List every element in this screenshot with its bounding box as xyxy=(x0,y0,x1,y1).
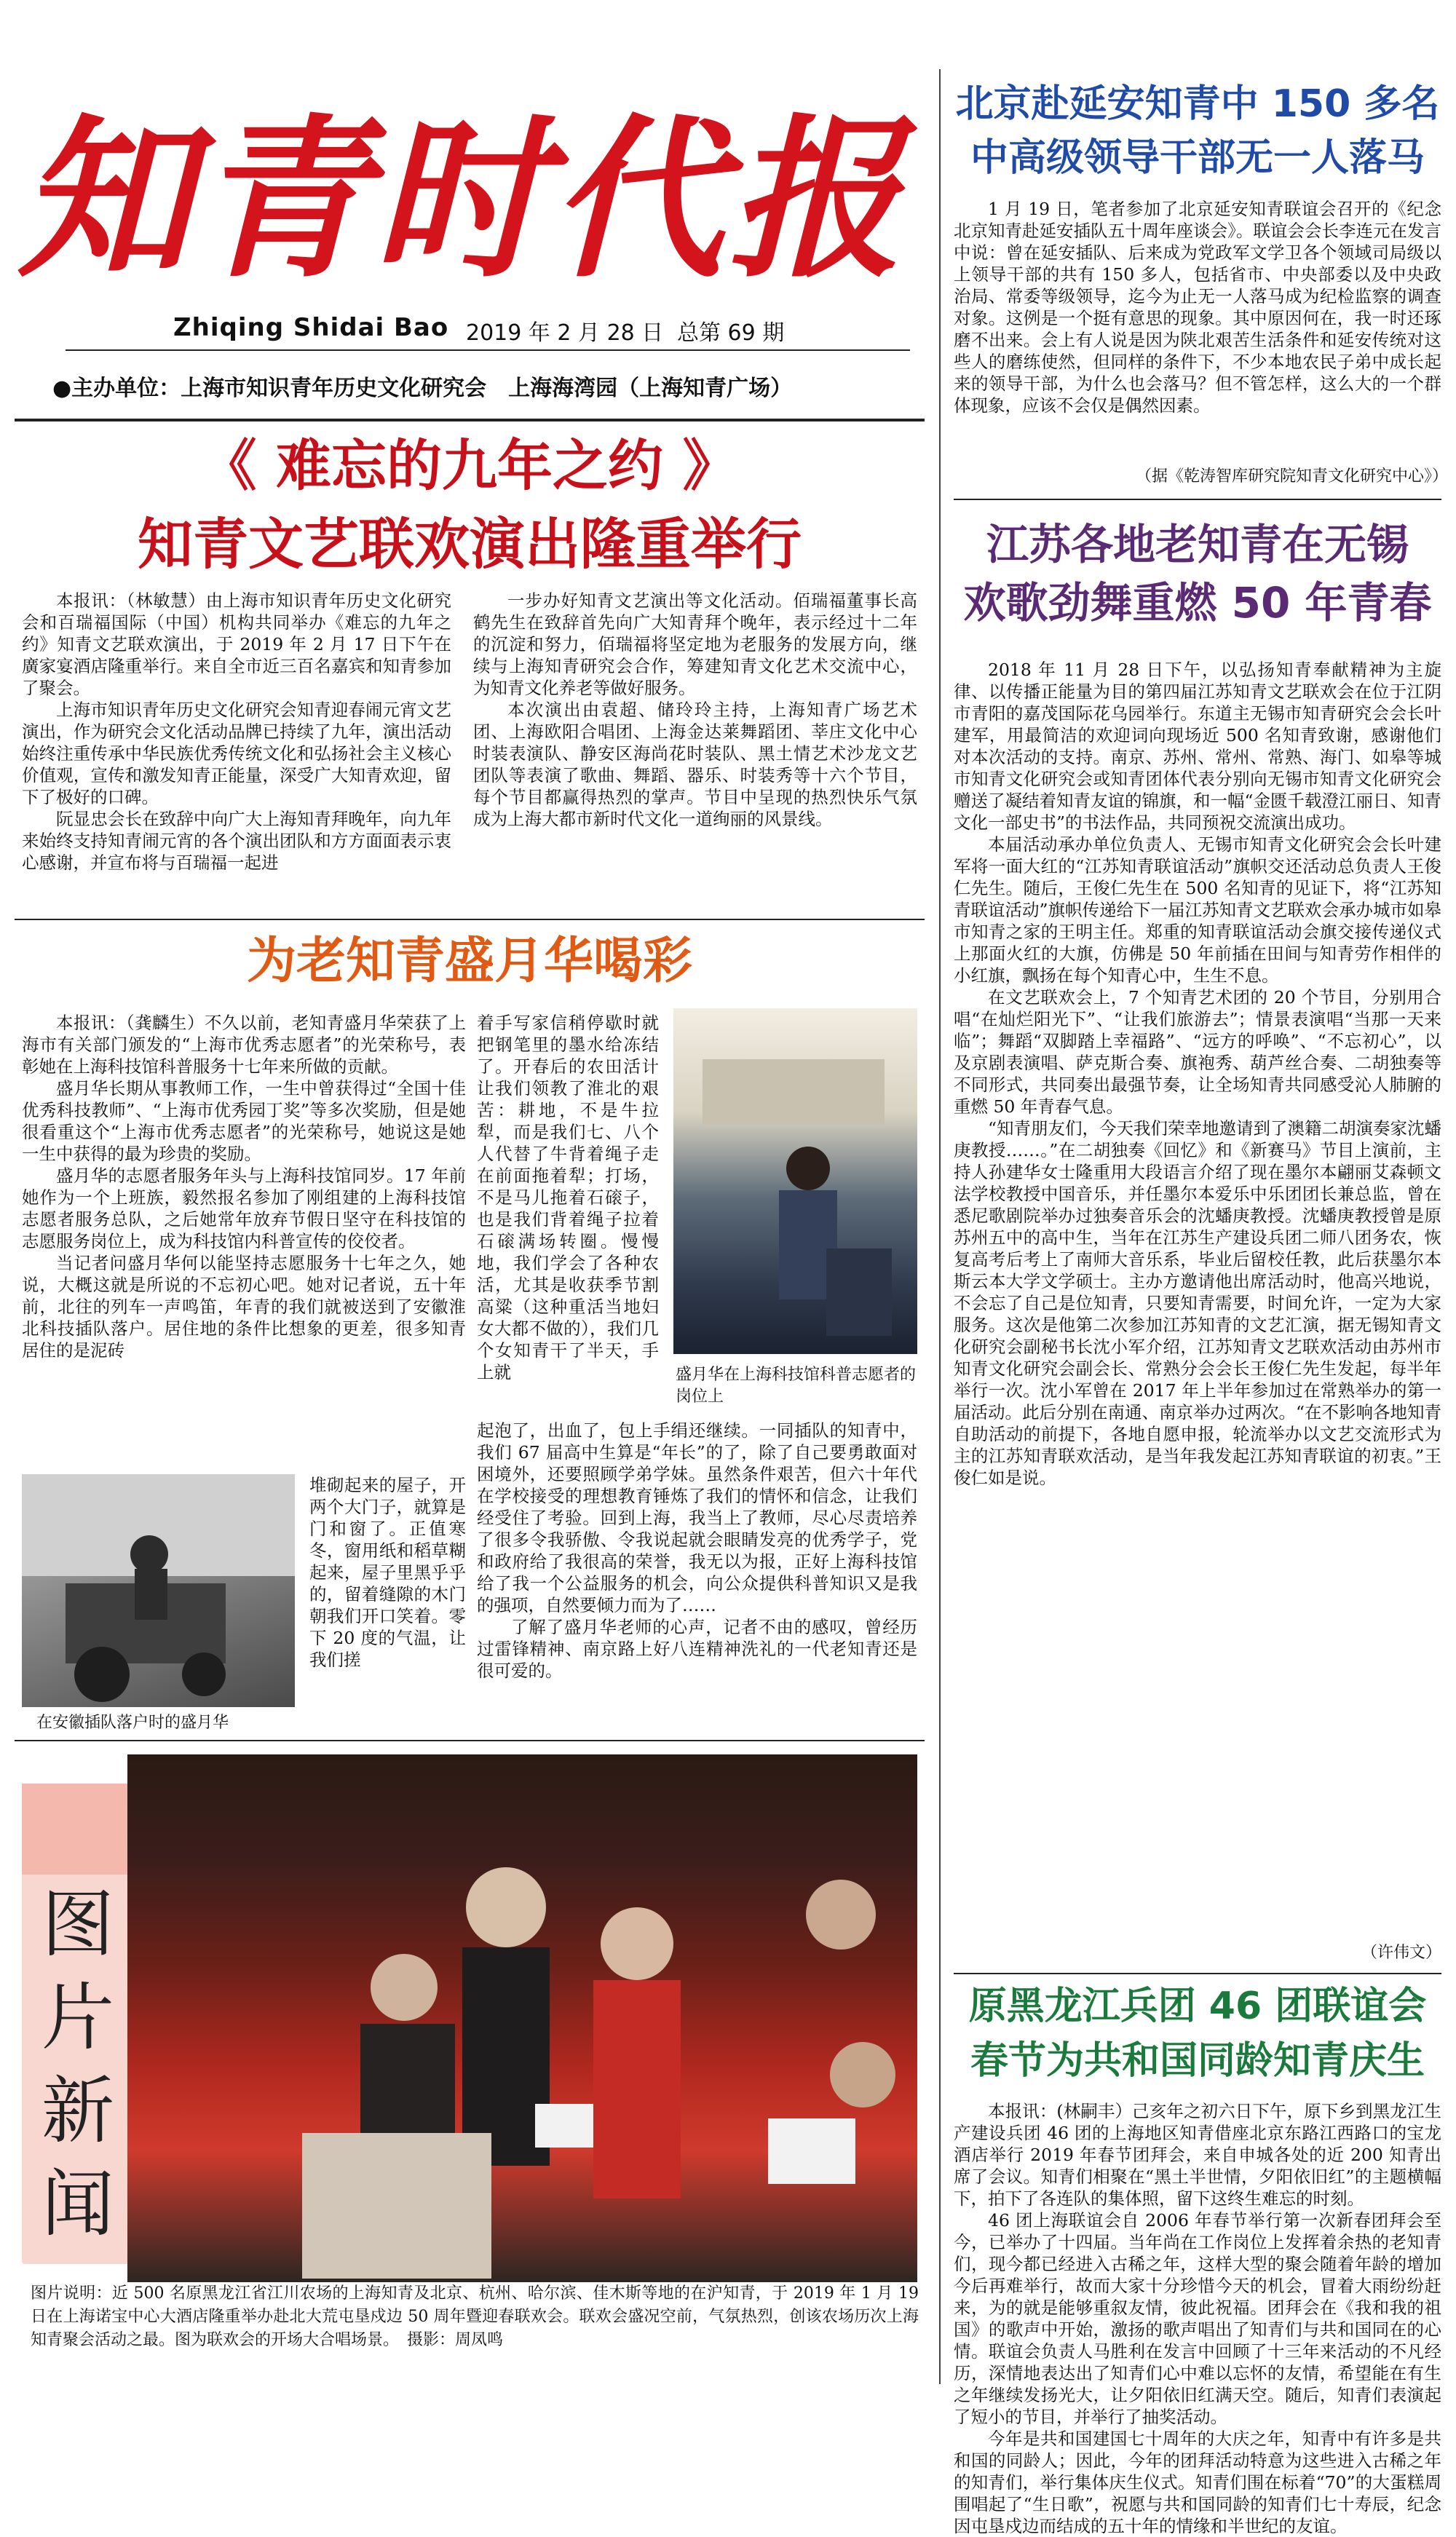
article2-column-2-top: 着手写家信稍停歇时就把钢笔里的墨水给冻结了。开春后的农田活计让我们领教了淮北的艰苦：耕地，不是牛拉犁，而是我们七、八个人代替了牛背着绳子走在前面拖着犁；打场，不是马儿拖着石磙子，也是我们背着绳子拉着石磙满场转圈。慢慢地，我们学会了各种农活，尤其是收获季节割高粱（这种重活当地妇女大都不做的），我们几个女知青干了半天，手上就 xyxy=(477,1013,659,1382)
article4-body xyxy=(954,659,1441,1936)
masthead-bottom-rule xyxy=(15,419,925,421)
paragraph: 今年是共和国建国七十周年的大庆之年，知青中有许多是共和国的同龄人；因此，今年的团拜活动特意为这些进入古稀之年的知青们，举行集体庆生仪式。知青们围在标着“70”的大蛋糕周围唱起了“生日歌”，祝愿与共和国同龄的知青们七十寿辰，纪念因屯垦戍边而结成的五十年的情缘和半世纪的友谊。 xyxy=(954,2429,1441,2536)
article5-title-line1: 原黑龙江兵团 46 团联谊会 xyxy=(968,1984,1427,2028)
paragraph: 上海市知识青年历史文化研究会知青迎春闹元宵文艺演出，作为研究会文化活动品牌已持续了九年，演出活动始终注重传承中华民族优秀传统文化和弘扬社会主义核心价值观，宣传和激发知青正能量，深受广大知青欢迎，留下了极好的口碑。 xyxy=(22,700,451,807)
article1-column-1 xyxy=(22,590,451,895)
paragraph: 本报讯：（龚麟生）不久以前，老知青盛月华荣获了上海市有关部门颁发的“上海市优秀志愿者”的光荣称号，表彰她在上海科技馆科普服务十七年来所做的贡献。 xyxy=(22,1013,466,1077)
tractor-photo-icon xyxy=(22,1474,295,1707)
article1-subtitle: 知青文艺联欢演出隆重举行 xyxy=(138,512,802,577)
section-rule xyxy=(15,919,925,920)
paragraph: 2018 年 11 月 28 日下午，以弘扬知青奉献精神为主旋律、以传播正能量为目的第四届江苏知青文艺联欢会在位于江阴市青阳的嘉茂国际花乌园举行。东道主无锡市知青研究会会长叶建军，用最简洁的欢迎词向现场近 500 名知青致谢，感谢他们对本次活动的支持。南京、苏州、常州、常熟、海门、如皋等城市知青文化研究会或知青团体代表分别向无锡市知青文化研究会赠送了凝结着知青友谊的锦旗，和一幅“金匮千载澄江丽日、知青文化一部史书”的书法作品，共同预祝交流演出成功。 xyxy=(954,660,1442,833)
photo-news-caption: 图片说明：近 500 名原黑龙江省江川农场的上海知青及北京、杭州、哈尔滨、佳木斯等地的在沪知青，于 2019 年 1 月 19 日在上海诺宝中心大酒店隆重举办赴北大荒屯垦戍边 50 周年暨迎春联欢会。联欢会盛况空前，气氛热烈，创该农场历次上海知青聚会活动之最。图为联欢会的开场大合唱场景。 摄影：周凤鸣 xyxy=(31,2284,919,2349)
paragraph: 阮显忠会长在致辞中向广大上海知青拜晚年，向九年来始终支持知青闹元宵的各个演出团队和方方面面表示衷心感谢，并宣布将与百瑞福一起进 xyxy=(22,809,451,873)
choir-photo-icon xyxy=(127,1754,917,2282)
photo-choir-performance xyxy=(127,1754,917,2282)
photo1-caption: 盛月华在上海科技馆科普志愿者的岗位上 xyxy=(676,1366,917,1406)
article4-title-line2: 欢歌劲舞重燃 50 年青春 xyxy=(963,578,1432,628)
photo-news-label xyxy=(22,1784,135,2264)
article3-title-line1: 北京赴延安知青中 150 多名 xyxy=(955,82,1440,126)
column-divider xyxy=(939,69,941,2384)
section-rule xyxy=(15,1740,925,1741)
paragraph: “知青朋友们，今天我们荣幸地邀请到了澳籍二胡演奏家沈蟠庚教授……。”在二胡独奏《回忆》和《新赛马》节目上演前，主持人孙建华女士隆重用大段语言介绍了现在墨尔本翩丽艾森顿文法学校教授中国音乐，并任墨尔本爱乐中乐团团长兼总监，曾在悉尼歌剧院举办过独奏音乐会的沈蟠庚教授。沈蟠庚教授曾是原苏州五中的高中生，当年在江苏生产建设兵团二师八团务农，恢复高考后考上了南师大音乐系，毕业后留校任教，此后获墨尔本斯云本大学文学硕士。主办方邀请他出席活动时，他高兴地说，不会忘了自己是位知青，只要知青需要，时间允许，一定为大家服务。这次是他第二次参加江苏知青的文艺汇演，据无锡知青文化研究会副秘书长沈小军介绍，江苏知青文艺联欢活动由苏州市知青文化研究会副会长、常熟分会会长王俊仁先生发起，每半年举行一次。沈小军曾在 2017 年上半年参加过在常熟举办的第一届活动。此后分别在南通、南京举办过两次。“在不影响各地知青自助活动的前提下，各地自愿申报，轮流举办以文艺交流形式为主的江苏知青联欢活动，是当年我发起江苏知青联谊的初衷。”王俊仁如是说。 xyxy=(954,1118,1442,1488)
ribbon-decoration xyxy=(22,1784,135,1875)
article3-body xyxy=(954,198,1441,446)
article4-author: （许伟文） xyxy=(1361,1944,1441,1962)
article2-column-1-bottom: 堆砌起来的屋子，开两个大门子，就算是门和窗了。正值寒冬，窗用纸和稻草糊起来，屋子里黑乎乎的，留着缝隙的木门朝我们开口笑着。零下 20 度的气温，让我们搓 xyxy=(309,1475,466,1670)
article3-title-line2: 中高级领导干部无一人落马 xyxy=(970,136,1425,180)
paragraph: 在文艺联欢会上，7 个知青艺术团的 20 个节目，分别用合唱“在灿烂阳光下”、“让我们旅游去”；情景表演唱“当那一天来临”；舞蹈“双脚踏上幸福路”、“远方的呼唤”、“不忘初心”，以及京剧表演唱、萨克斯合奏、旗袍秀、葫芦丝合奏、二胡独奏等不同形式，共同奏出最强节奏，让全场知青共同感受沁人肺腑的重燃 50 年青春气息。 xyxy=(954,987,1441,1117)
photo-news-label-text: 图片新闻 xyxy=(41,1882,114,2247)
article2-column-2-bottom xyxy=(477,1420,917,1725)
article5-body xyxy=(954,2100,1441,2536)
paragraph: 46 团上海联谊会自 2006 年春节举行第一次新春团拜会至今，已举办了十四届。当年尚在工作岗位上发挥着余热的老知青们，现今都已经进入古稀之年，这样大型的聚会随着年龄的增加今后再难举行，故而大家十分珍惜今天的机会，冒着大雨纷纷赶来，为的就是能够重叙友情，彼此祝福。团拜会在《我和我的祖国》的歌声中开始，激扬的歌声唱出了知青们与共和国同在的心情。联谊会负责人马胜利在发言中回顾了十三年来活动的不凡经历，深情地表达出了知青们心中难以忘怀的友情，希望能在有生之年继续发扬光大，让夕阳依旧红满天空。随后，知青们表演起了短小的节目，并举行了抽奖活动。 xyxy=(954,2210,1441,2427)
article4-title-line1: 江苏各地老知青在无锡 xyxy=(986,520,1409,569)
museum-photo-icon xyxy=(673,1008,917,1354)
paragraph: 盛月华的志愿者服务年头与上海科技馆同岁。17 年前她作为一个上班族，毅然报名参加了刚组建的上海科技馆志愿者服务总队，之后她常年放弃节假日坚守在科技馆的志愿服务岗位上，成为科技馆内科普宣传的佼佼者。 xyxy=(22,1165,466,1251)
article5-title-line2: 春节为共和国同龄知青庆生 xyxy=(970,2039,1425,2083)
paragraph: 1 月 19 日，笔者参加了北京延安知青联谊会召开的《纪念北京知青赴延安插队五十周年座谈会》。联谊会会长李连元在发言中说：曾在延安插队、后来成为党政军文学卫各个领域司局级以上领导干部的共有 150 多人，包括省市、中央部委以及中央政治局、常委等级领导，迄今为止无一人落马成为纪检监察的调查对象。这例是一个挺有意思的现象。其中原因何在，我一时还琢磨不出来。会上有人说是因为陕北艰苦生活条件和延安传统对这些人的磨练使然，但同样的条件下，不少本地农民子弟中成长起来的领导干部，为什么也会落马？但不管怎样，这么大的一个群体现象，应该不会仅是偶然因素。 xyxy=(954,199,1441,416)
section-rule xyxy=(954,499,1441,500)
paragraph: 了解了盛月华老师的心声，记者不由的感叹，曾经历过雷锋精神、南京路上好八连精神洗礼的一代老知青还是很可爱的。 xyxy=(477,1617,917,1681)
article3-source: （据《乾涛智库研究院知青文化研究中心》） xyxy=(1136,467,1449,486)
issue-number: 总第 69 期 xyxy=(677,320,785,346)
masthead-pinyin: Zhiqing Shidai Bao xyxy=(173,313,449,342)
sponsor-line: ●主办单位：上海市知识青年历史文化研究会 上海海湾园（上海知青广场） xyxy=(52,376,793,401)
photo-sheng-yuehua-museum xyxy=(673,1008,917,1354)
paragraph: 一步办好知青文艺演出等文化活动。佰瑞福董事长高鹤先生在致辞首先向广大知青拜个晚年，表示经过十二年的沉淀和努力，佰瑞福将坚定地为老服务的发展方向，继续与上海知青研究会合作，筹建知青文化艺术交流中心，为知青文化养老等做好服务。 xyxy=(473,590,917,698)
article1-title: 《 难忘的九年之约 》 xyxy=(201,433,738,498)
article2-title: 为老知青盛月华喝彩 xyxy=(246,933,692,990)
masthead-title: 知青时代报 xyxy=(17,98,906,301)
photo-sheng-yuehua-anhui xyxy=(22,1474,295,1707)
paragraph: 当记者问盛月华何以能坚持志愿服务十七年之久，她说，大概这就是所说的不忘初心吧。她对记者说，五十年前，北往的列车一声鸣笛，年青的我们就被送到了安徽淮北科技插队落户。居住地的条件比想象的更差，很多知青居住的是泥砖 xyxy=(22,1253,466,1361)
paragraph: 起泡了，出血了，包上手绢还继续。一同插队的知青中，我们 67 届高中生算是“年长”的了，除了自己要勇敢面对困境外，还要照顾学弟学妹。虽然条件艰苦，但六十年代在学校接受的理想教育锤炼了我们的情怀和信念，让我们经受住了考验。回到上海，我当上了教师，尽心尽责培养了很多令我骄傲、令我说起就会眼睛发亮的优秀学子，党和政府给了我很高的荣誉，我无以为报，正好上海科技馆给了我一个公益服务的机会，向公众提供科普知识又是我的强项，自然要倾力而为了…… xyxy=(477,1420,917,1615)
photo2-caption: 在安徽插队落户时的盛月华 xyxy=(36,1714,229,1732)
paragraph: 盛月华长期从事教师工作，一生中曾获得过“全国十佳优秀科技教师”、“上海市优秀园丁奖”等多次奖励，但是她很看重这个“上海市优秀志愿者”的光荣称号，她说这是她一生中获得的最为珍贵的奖励。 xyxy=(22,1078,466,1164)
masthead-rule xyxy=(66,349,910,351)
paragraph: 本次演出由袁超、储玲玲主持，上海知青广场艺术团、上海欧阳合唱团、上海金达莱舞蹈团、莘庄文化中心时装表演队、静安区海尚花时装队、黑土情艺术沙龙文艺团队等表演了歌曲、舞蹈、器乐、时装秀等十六个节目，每个节目都赢得热烈的掌声。节目中呈现的热烈快乐气氛成为上海大都市新时代文化一道绚丽的风景线。 xyxy=(473,700,917,829)
section-rule xyxy=(954,1973,1441,1974)
paragraph: 本届活动承办单位负责人、无锡市知青文化研究会会长叶建军将一面大红的“江苏知青联谊活动”旗帜交还活动总负责人王俊仁先生。随后，王俊仁先生在 500 名知青的见证下，将“江苏知青联谊活动”旗帜传递给下一届江苏知青文艺联欢会承办城市如皋市知青之家的王明主任。郑重的知青联谊活动会旗交接传递仪式上那面火红的大旗，仿佛是 50 年前插在田间与知青劳作相伴的小红旗，飘扬在每个知青心中，生生不息。 xyxy=(954,834,1442,986)
paragraph: 本报讯：（林敏慧）由上海市知识青年历史文化研究会和百瑞福国际（中国）机构共同举办《难忘的九年之约》知青文艺联欢演出，于 2019 年 2 月 17 日下午在廣家宴酒店隆重举行。来自全市近三百名嘉宾和知青参加了聚会。 xyxy=(22,590,451,698)
article1-column-2 xyxy=(473,590,917,895)
paragraph: 本报讯：(林嗣丰）己亥年之初六日下午，原下乡到黑龙江生产建设兵团 46 团的上海地区知青借座北京东路江西路口的宝龙酒店举行 2019 年春节团拜会，来自申城各处的近 200 知青出席了会议。知青们相聚在“黑土半世情，夕阳依旧红”的主题横幅下，拍下了各连队的集体照，留下这终生难忘的时刻。 xyxy=(954,2101,1441,2209)
issue-date: 2019 年 2 月 28 日 xyxy=(466,320,664,346)
article2-column-1 xyxy=(22,1012,466,1471)
